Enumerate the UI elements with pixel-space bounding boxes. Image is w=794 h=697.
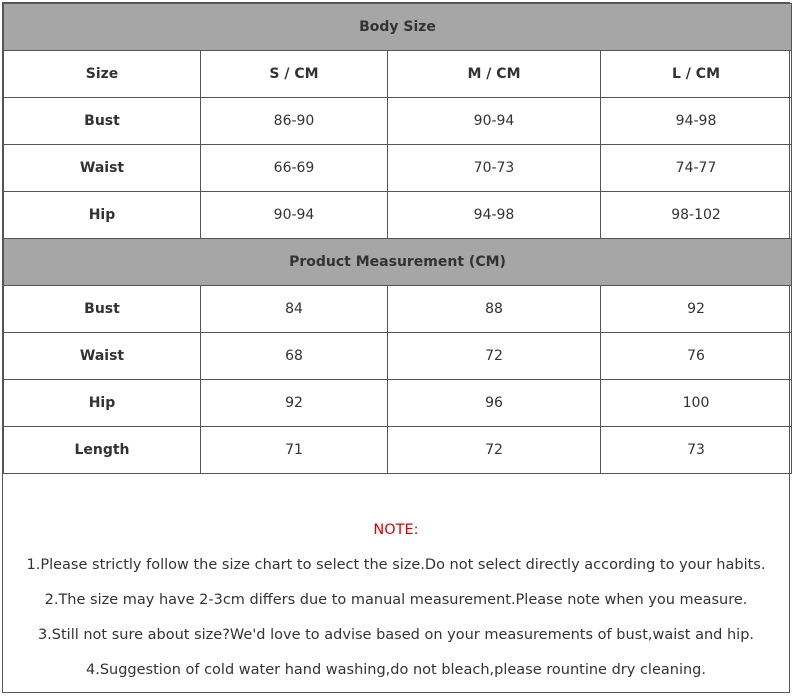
table-cell: 94-98	[601, 98, 792, 145]
note-line-2: 2.The size may have 2-3cm differs due to manual measurement.Please note when you measure.	[44, 592, 748, 608]
table-cell: 73	[601, 427, 792, 474]
size-table	[3, 3, 792, 474]
row-label-waist: Waist	[4, 145, 201, 192]
table-cell: 98-102	[601, 192, 792, 239]
table-cell: 92	[201, 380, 388, 427]
table-cell: 66-69	[201, 145, 388, 192]
body-size-title: Body Size	[4, 4, 792, 51]
table-cell: 84	[201, 286, 388, 333]
table-cell: 72	[388, 333, 601, 380]
table-cell: 86-90	[201, 98, 388, 145]
table-row	[4, 427, 792, 474]
product-measurement-header-row	[4, 239, 792, 286]
table-row	[4, 192, 792, 239]
size-chart	[2, 2, 790, 693]
table-cell: 92	[601, 286, 792, 333]
size-column-header-row	[4, 51, 792, 98]
table-cell: 71	[201, 427, 388, 474]
row-label-hip: Hip	[4, 192, 201, 239]
l-header: L / CM	[601, 51, 792, 98]
table-cell: 74-77	[601, 145, 792, 192]
size-header: Size	[4, 51, 201, 98]
body-size-header-row	[4, 4, 792, 51]
row-label-bust: Bust	[4, 98, 201, 145]
row-label-waist: Waist	[4, 333, 201, 380]
table-cell: 94-98	[388, 192, 601, 239]
table-row	[4, 98, 792, 145]
table-cell: 68	[201, 333, 388, 380]
note-line-3: 3.Still not sure about size?We'd love to advise based on your measurements of bust,waist and hip.	[37, 627, 755, 643]
table-cell: 72	[388, 427, 601, 474]
table-row	[4, 380, 792, 427]
m-header: M / CM	[388, 51, 601, 98]
table-cell: 76	[601, 333, 792, 380]
table-cell: 70-73	[388, 145, 601, 192]
notes-section	[3, 486, 789, 680]
product-measurement-title: Product Measurement (CM)	[4, 239, 792, 286]
table-cell: 90-94	[388, 98, 601, 145]
table-cell: 90-94	[201, 192, 388, 239]
s-header: S / CM	[201, 51, 388, 98]
table-cell: 96	[388, 380, 601, 427]
table-row	[4, 286, 792, 333]
table-row	[4, 145, 792, 192]
table-cell: 100	[601, 380, 792, 427]
row-label-bust: Bust	[4, 286, 201, 333]
note-line-1: 1.Please strictly follow the size chart to select the size.Do not select directly according to your habits.	[26, 557, 766, 573]
table-row	[4, 333, 792, 380]
row-label-length: Length	[4, 427, 201, 474]
note-title: NOTE:	[373, 522, 419, 538]
row-label-hip: Hip	[4, 380, 201, 427]
table-cell: 88	[388, 286, 601, 333]
note-line-4: 4.Suggestion of cold water hand washing,do not bleach,please rountine dry cleaning.	[86, 662, 706, 678]
